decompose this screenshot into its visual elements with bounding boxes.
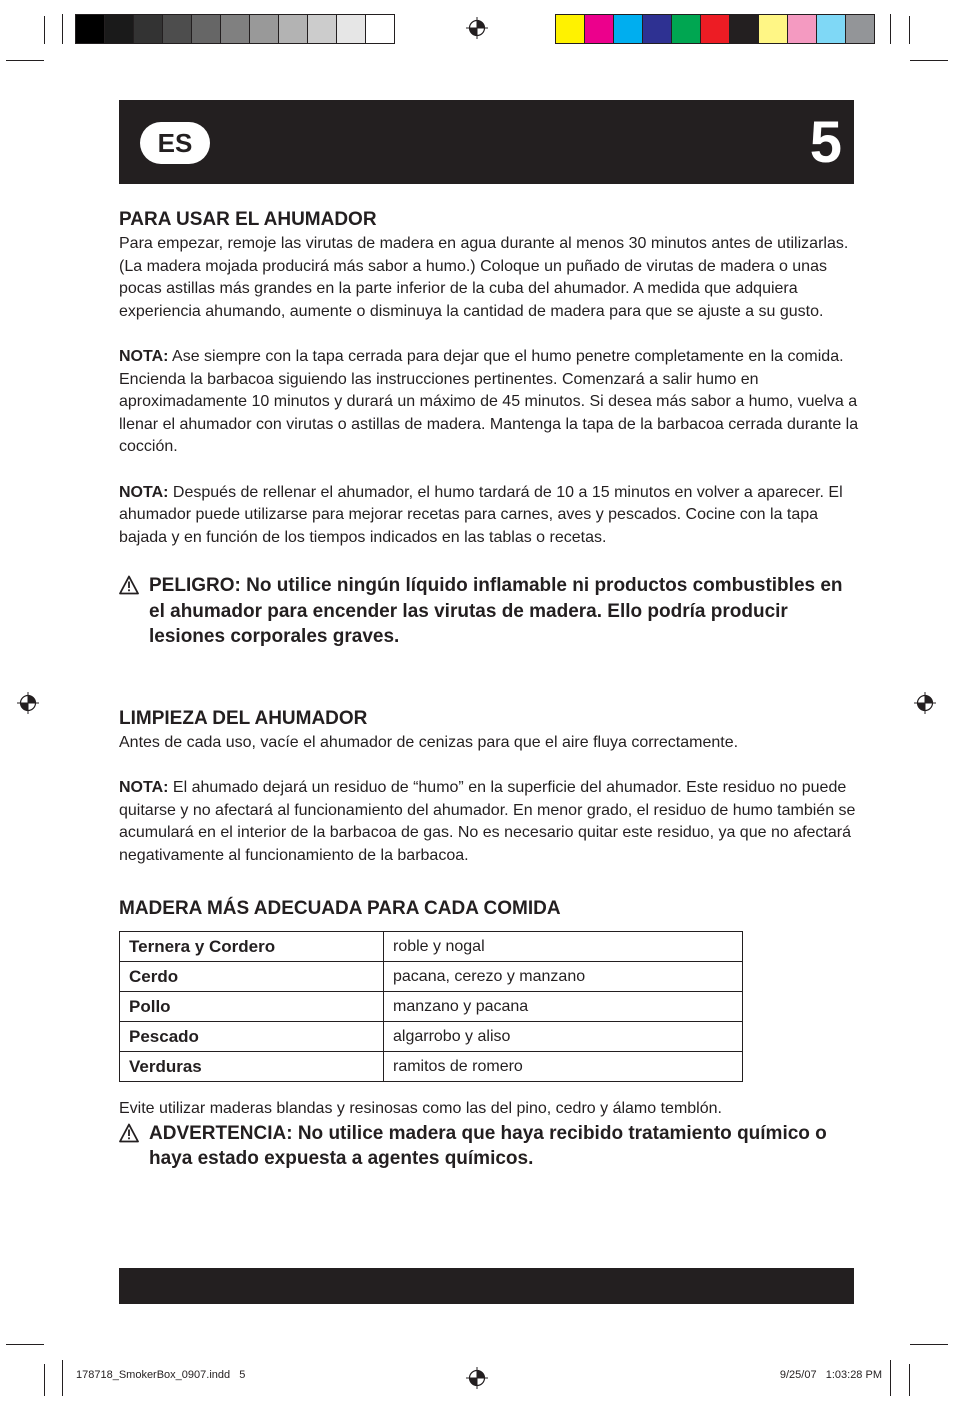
color-swatch — [759, 15, 788, 43]
color-swatch — [308, 15, 337, 43]
note-label: NOTA: — [119, 347, 169, 365]
color-swatch — [556, 15, 585, 43]
danger-text: PELIGRO: No utilice ningún líquido inflamable ni productos combustibles en el ahumador para encender las virutas de madera. Ello podría producir lesiones corporales graves. — [149, 575, 843, 648]
section-title-cleaning: LIMPIEZA DEL AHUMADOR — [119, 707, 368, 729]
color-swatch — [788, 15, 817, 43]
note-text: El ahumado dejará un residuo de “humo” en la superficie del ahumador. Este residuo no puede quitarse y no afectará al funcionamiento del ahumador. En menor grado, el residuo de humo también se acumulará en el interior de la barbacoa de gas. No es necesario quitar este residuo, ya que no afectará negativamente al funcionamiento de la barbacoa. — [119, 779, 856, 864]
grayscale-color-bar — [75, 14, 395, 44]
registration-mark-icon — [466, 1367, 488, 1389]
crop-mark — [909, 16, 910, 44]
page-number: 5 — [809, 110, 842, 175]
chemical-warning — [119, 1121, 849, 1172]
table-row — [120, 962, 743, 992]
note-text: Ase siempre con la tapa cerrada para dejar que el humo penetre completamente en la comida. Encienda la barbacoa siguiendo las instrucciones pertinentes. Comenzará a salir humo en aproximadamente 10 minutos y durará un máximo de 45 minutos. Si desea más sabor a humo, vuelva a llenar el ahumador con virutas o astillas de madera. Mantenga la tapa de la barbacoa cerrada durante la cocción. — [119, 347, 859, 456]
wood-cell: ramitos de romero — [384, 1052, 743, 1082]
wood-cell: manzano y pacana — [384, 992, 743, 1022]
color-swatch — [643, 15, 672, 43]
slug-filename: 178718_SmokerBox_0907.indd 5 — [76, 1369, 246, 1381]
slug-timestamp: 9/25/07 1:03:28 PM — [779, 1369, 882, 1381]
crop-mark — [890, 1360, 891, 1396]
note-label: NOTA: — [119, 779, 169, 796]
section-title-use: PARA USAR EL AHUMADOR — [119, 209, 377, 230]
food-cell: Verduras — [120, 1052, 384, 1082]
crop-mark — [44, 1364, 45, 1396]
crop-mark — [6, 1344, 44, 1345]
use-note-2 — [119, 482, 859, 550]
color-swatch — [76, 15, 105, 43]
use-note-1 — [119, 346, 859, 459]
wood-cell: roble y nogal — [384, 932, 743, 962]
color-swatch — [701, 15, 730, 43]
warning-triangle-icon — [119, 1123, 139, 1143]
crop-mark — [909, 1364, 910, 1396]
crop-mark — [910, 1344, 948, 1345]
cleaning-note — [119, 777, 859, 867]
table-row — [120, 932, 743, 962]
warning-triangle-icon — [119, 575, 139, 595]
registration-mark-icon — [914, 692, 936, 714]
food-cell: Cerdo — [120, 962, 384, 992]
warning-text: ADVERTENCIA: No utilice madera que haya recibido tratamiento químico o haya estado expuesta a agentes químicos. — [149, 1122, 827, 1170]
cleaning-paragraph: Antes de cada uso, vacíe el ahumador de cenizas para que el aire fluya correctamente. — [119, 733, 739, 751]
danger-warning — [119, 573, 849, 650]
crop-mark — [44, 16, 45, 44]
note-label: NOTA: — [119, 483, 169, 501]
color-swatch — [250, 15, 279, 43]
page-header-band — [119, 100, 854, 184]
wood-cell: algarrobo y aliso — [384, 1022, 743, 1052]
section-title-wood: MADERA MÁS ADECUADA PARA CADA COMIDA — [119, 898, 561, 920]
color-swatch — [846, 15, 874, 43]
color-swatch — [134, 15, 163, 43]
color-swatch — [672, 15, 701, 43]
color-swatch — [163, 15, 192, 43]
crop-mark — [890, 14, 891, 44]
table-row — [120, 1052, 743, 1082]
language-badge: ES — [140, 122, 210, 164]
table-row — [120, 1022, 743, 1052]
color-swatch — [279, 15, 308, 43]
color-swatch — [817, 15, 846, 43]
page-content — [119, 206, 859, 1172]
crop-mark — [62, 14, 63, 44]
table-row — [120, 992, 743, 1022]
color-swatch — [221, 15, 250, 43]
food-cell: Ternera y Cordero — [120, 932, 384, 962]
color-swatch — [614, 15, 643, 43]
crop-mark — [910, 60, 948, 61]
color-swatch — [105, 15, 134, 43]
food-cell: Pescado — [120, 1022, 384, 1052]
crop-mark — [6, 60, 44, 61]
color-swatch — [337, 15, 366, 43]
avoid-woods-paragraph: Evite utilizar maderas blandas y resinosas como las del pino, cedro y álamo temblón. — [119, 1100, 722, 1118]
food-cell: Pollo — [120, 992, 384, 1022]
color-swatch — [366, 15, 394, 43]
crop-mark — [62, 1360, 63, 1396]
registration-mark-icon — [466, 17, 488, 39]
note-text: Después de rellenar el ahumador, el humo tardará de 10 a 15 minutos en volver a aparecer. El ahumador puede utilizarse para mejorar recetas para carnes, aves y pescados. Cocine con la tapa bajada y en función de los tiempos indicados en las tablas o recetas. — [119, 483, 843, 546]
page-footer-band — [119, 1268, 854, 1304]
use-intro-paragraph: Para empezar, remoje las virutas de madera en agua durante al menos 30 minutos antes de utilizarlas. (La madera mojada producirá más sabor a humo.) Coloque un puñado de virutas de madera o unas pocas astillas más grandes en la parte inferior de la cuba del ahumador. A medida que adquiera experiencia ahumando, aumente o disminuya la cantidad de madera para que se ajuste a su gusto. — [119, 235, 849, 320]
color-swatch — [585, 15, 614, 43]
registration-mark-icon — [17, 692, 39, 714]
color-swatch — [192, 15, 221, 43]
wood-cell: pacana, cerezo y manzano — [384, 962, 743, 992]
process-color-bar — [555, 14, 875, 44]
color-swatch — [730, 15, 759, 43]
wood-pairing-table — [119, 931, 743, 1082]
